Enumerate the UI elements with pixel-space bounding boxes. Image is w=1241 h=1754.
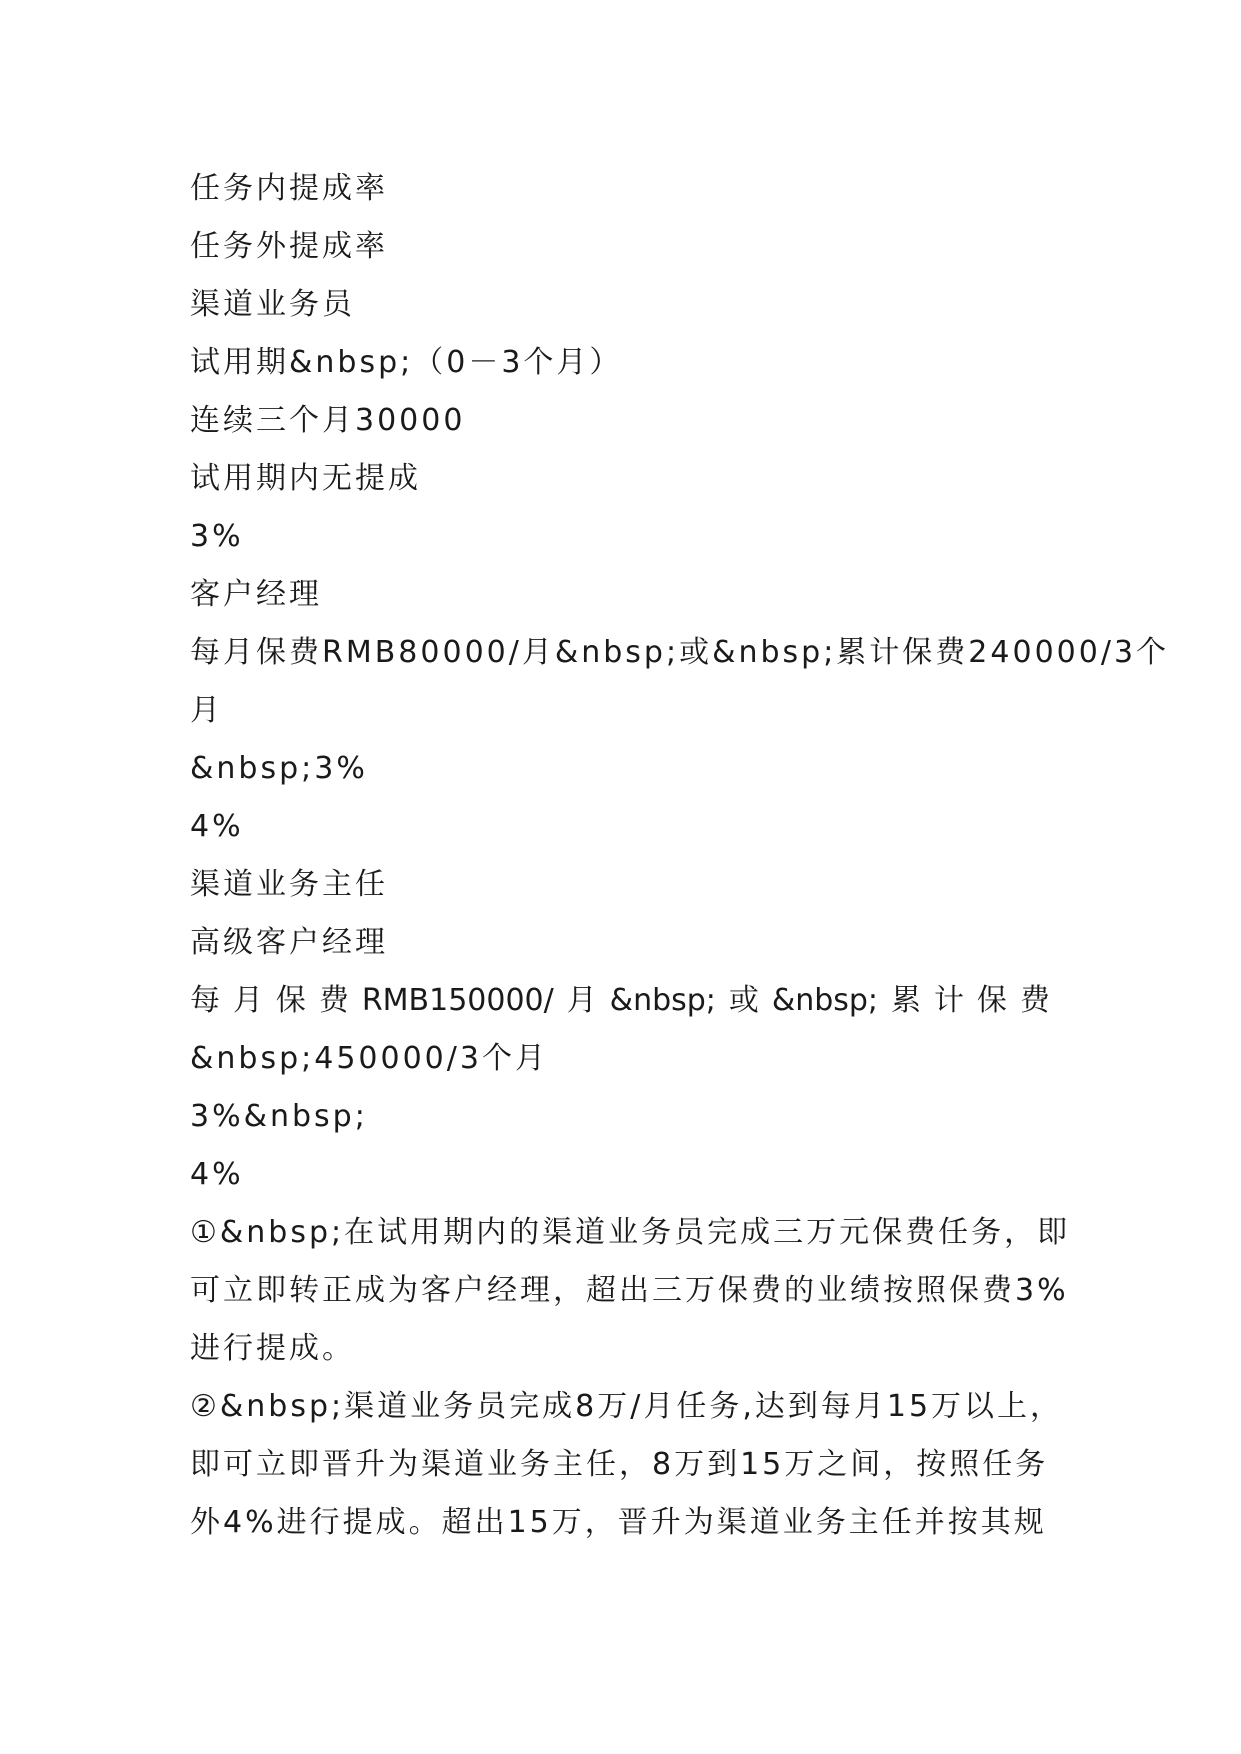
text-segment: 费 xyxy=(318,983,349,1018)
text-line: 月 xyxy=(190,693,223,728)
text-segment: 月 xyxy=(232,983,263,1018)
text-segment: 计 xyxy=(933,983,964,1018)
text-segment: 保 xyxy=(275,983,306,1018)
text-line: 连续三个月30000 xyxy=(190,403,466,438)
text-segment: 累 xyxy=(891,983,921,1018)
document-body xyxy=(190,160,1170,1552)
text-line: 4% xyxy=(190,1157,244,1192)
text-line: 可立即转正成为客户经理，超出三万保费的业绩按照保费3% xyxy=(190,1273,1069,1308)
text-segment: RMB150000/ xyxy=(361,983,554,1018)
text-segment: 或 xyxy=(728,983,759,1018)
text-line: &nbsp;3% xyxy=(190,751,368,786)
text-line: 任务外提成率 xyxy=(190,229,388,264)
text-line: 3%&nbsp; xyxy=(190,1099,368,1134)
text-line: 试用期内无提成 xyxy=(190,461,421,496)
text-line: 进行提成。 xyxy=(190,1331,355,1366)
text-line: 渠道业务员 xyxy=(190,287,355,322)
text-segment: 每 xyxy=(190,983,220,1018)
text-line: &nbsp;450000/3个月 xyxy=(190,1041,548,1076)
text-segment: 月 xyxy=(566,983,597,1018)
justified-text-line xyxy=(190,972,1050,1030)
text-segment: &nbsp; xyxy=(771,983,879,1018)
text-line: 3% xyxy=(190,519,244,554)
text-line: ①&nbsp;在试用期内的渠道业务员完成三万元保费任务，即 xyxy=(190,1215,1071,1250)
text-line: 试用期&nbsp;（0－3个月） xyxy=(190,345,623,380)
text-segment: 保 xyxy=(976,983,1007,1018)
text-line: 每月保费RMB80000/月&nbsp;或&nbsp;累计保费240000/3个 xyxy=(190,635,1170,670)
text-line: 4% xyxy=(190,809,244,844)
text-line: 任务内提成率 xyxy=(190,171,388,206)
text-line: 外4%进行提成。超出15万，晋升为渠道业务主任并按其规 xyxy=(190,1505,1047,1540)
text-segment: 费 xyxy=(1019,983,1050,1018)
text-line: 渠道业务主任 xyxy=(190,867,388,902)
text-line: 客户经理 xyxy=(190,577,322,612)
text-line: 高级客户经理 xyxy=(190,925,388,960)
text-line: ②&nbsp;渠道业务员完成8万/月任务,达到每月15万以上， xyxy=(190,1389,1064,1424)
text-line: 即可立即晋升为渠道业务主任，8万到15万之间，按照任务 xyxy=(190,1447,1049,1482)
text-segment: &nbsp; xyxy=(609,983,716,1018)
